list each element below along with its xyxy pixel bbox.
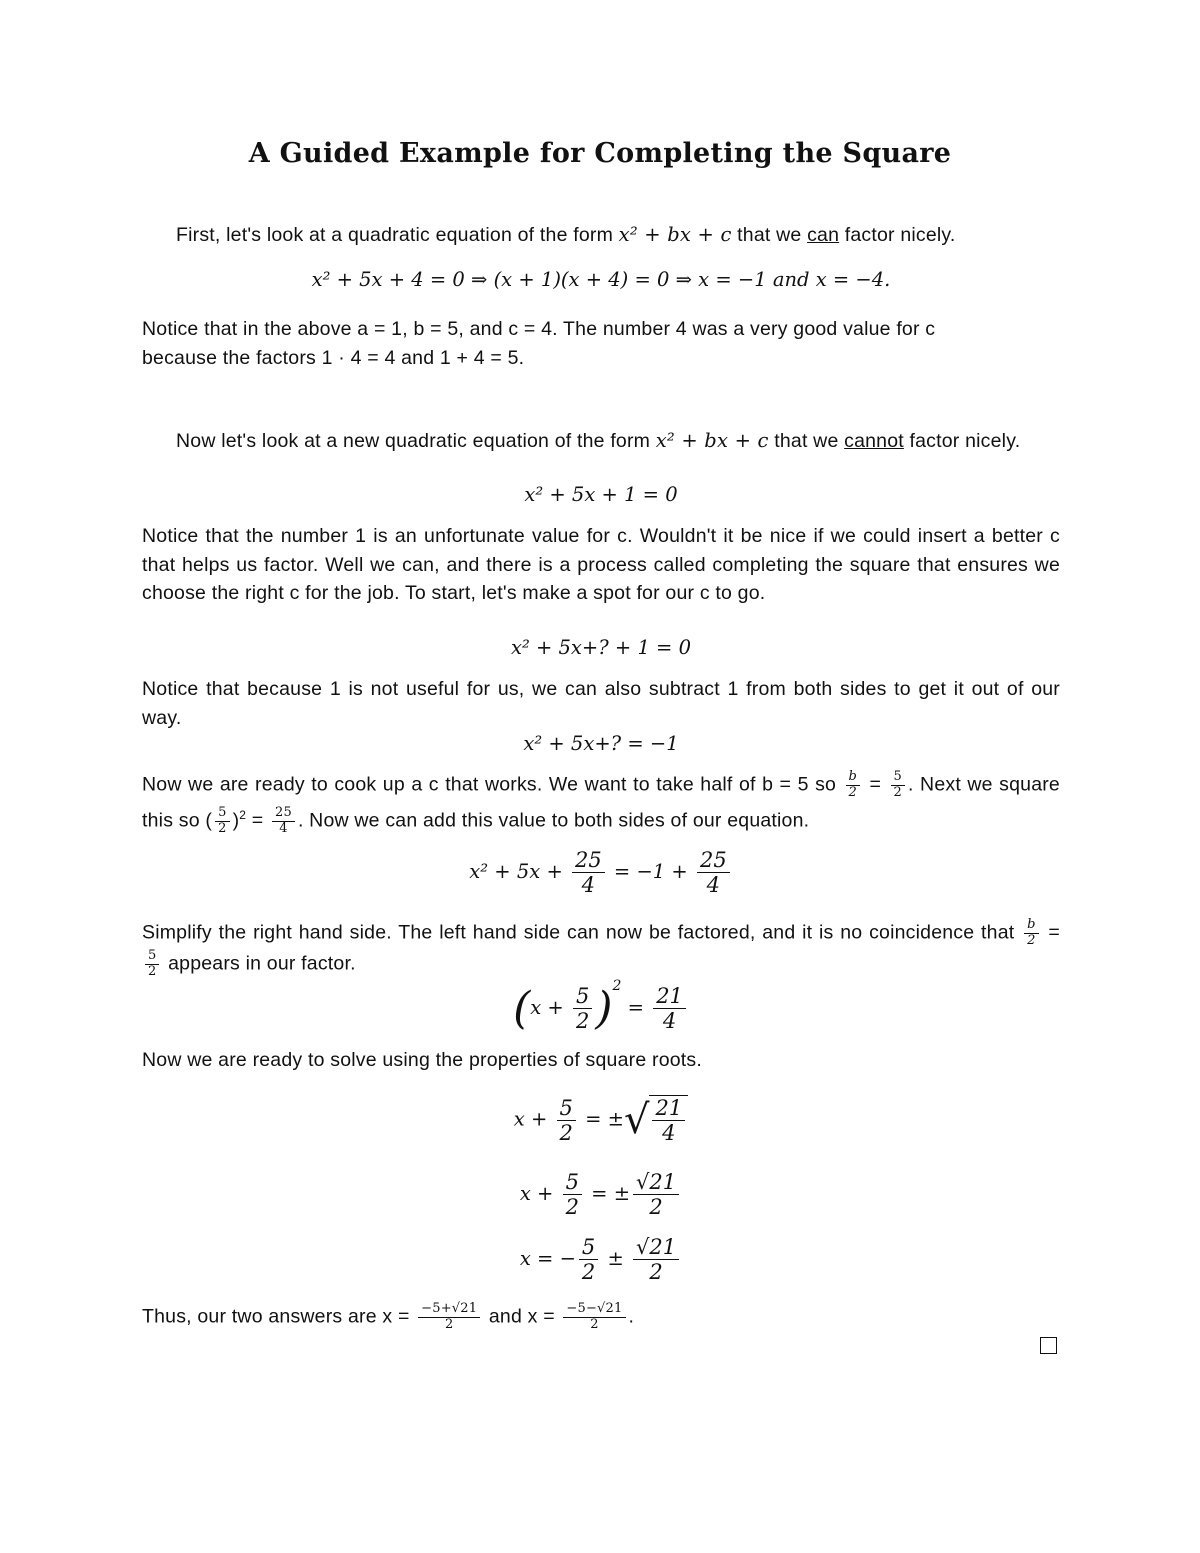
fraction-numerator: b	[846, 770, 861, 786]
equation-perfect-square	[142, 978, 1060, 1034]
equation-added-square	[142, 848, 1060, 897]
equals-sign: =	[621, 996, 651, 1019]
exponent: 2	[612, 978, 622, 994]
eq7-lhs: x +	[513, 1107, 554, 1131]
plus-minus: ±	[601, 1247, 631, 1271]
answers-text-3: .	[628, 1305, 635, 1328]
fraction-5-over-2-squared	[215, 806, 229, 837]
fraction-denominator: 2	[1027, 932, 1036, 948]
eq9-lhs: x = −	[519, 1247, 576, 1271]
fraction-denominator: 2	[649, 1260, 663, 1285]
left-paren: (	[513, 983, 531, 1034]
half-b-text-2: . Next we square this so	[142, 773, 1060, 832]
fraction-numerator: 21	[652, 1096, 685, 1121]
plus-minus: = ±	[584, 1182, 631, 1206]
fraction-25-over-4	[272, 806, 295, 837]
fraction-denominator: 2	[559, 1120, 573, 1145]
paragraph-square-roots: Now we are ready to solve using the properties of square roots.	[142, 1049, 702, 1071]
eq5-mid: = −1 +	[607, 860, 694, 884]
equation-placeholder: x² + 5x+? + 1 = 0	[510, 636, 692, 659]
fraction-numerator: 5	[145, 949, 159, 965]
radical	[624, 1095, 688, 1145]
intro-expression: x² + bx + c	[618, 223, 732, 246]
fraction-denominator: 2	[218, 820, 227, 836]
fraction-numerator: b	[1024, 918, 1039, 934]
fraction-25-over-4	[572, 848, 605, 897]
intro-underlined-word: can	[807, 224, 840, 246]
qed-square-icon	[1040, 1337, 1057, 1354]
fraction-denominator: 4	[706, 873, 720, 898]
fraction-denominator: 2	[848, 784, 858, 800]
right-paren: )	[595, 983, 613, 1034]
fraction-5-over-2	[579, 1235, 598, 1284]
fraction-denominator: 2	[581, 1260, 596, 1285]
eq8-lhs: x +	[519, 1182, 560, 1206]
answers-text-1: Thus, our two answers are x =	[142, 1305, 416, 1328]
fraction-sqrt21-over-2	[633, 1235, 679, 1284]
fraction-5-over-2	[573, 984, 592, 1033]
fraction-numerator: 5	[891, 770, 905, 786]
equation-solution	[142, 1235, 1060, 1284]
paragraph-notice-values	[142, 315, 1060, 372]
fraction-numerator: 21	[653, 984, 686, 1009]
paragraph-factor-left	[142, 918, 1060, 980]
fraction-numerator: −5+√21	[418, 1302, 480, 1318]
intro-text-2: that we	[731, 224, 808, 246]
fraction-denominator: 2	[893, 784, 902, 800]
fraction-b-over-2	[1024, 918, 1039, 949]
fraction-21-over-4	[653, 984, 686, 1033]
fraction-5-over-2	[557, 1096, 576, 1145]
fraction-numerator: 5	[563, 1170, 582, 1195]
fraction-21-over-4	[652, 1096, 685, 1145]
fraction-denominator: 2	[444, 1316, 454, 1332]
intro-text-3: factor nicely.	[839, 224, 956, 246]
equation-sqrt-step-2	[142, 1170, 1060, 1219]
fraction-25-over-4-rhs	[697, 848, 730, 897]
equation-sqrt-step-1	[142, 1095, 1060, 1145]
paragraph-completing-square: Notice that the number 1 is an unfortunate value for c. Wouldn't it be nice if we could insert a better c that helps us factor. Well we can, and there is a process called completing the square that ensures we choose the right c for the job. To start, let's make a spot for our c to go.	[142, 525, 1060, 604]
eq5-lhs: x² + 5x +	[469, 860, 569, 884]
eq6-inner: x +	[530, 996, 570, 1019]
fraction-numerator: 5	[579, 1235, 598, 1260]
fraction-denominator: 4	[279, 820, 288, 836]
fraction-numerator: 5	[573, 984, 592, 1009]
radical-sign: √	[623, 1097, 650, 1144]
new-eq-expression: x² + bx + c	[655, 429, 769, 452]
fraction-denominator: 2	[590, 1316, 599, 1332]
fraction-numerator: 25	[697, 848, 730, 873]
new-eq-underlined-word: cannot	[844, 430, 904, 452]
factor-text-2: appears in our factor.	[162, 952, 356, 975]
factor-text-1: Simplify the right hand side. The left hand side can now be factored, and it is no coincidence that	[142, 921, 1022, 944]
equals-sign: =	[246, 809, 269, 832]
answers-text-2: and x =	[483, 1305, 561, 1328]
fraction-numerator: 5	[215, 806, 229, 822]
fraction-5-over-2	[145, 949, 159, 980]
fraction-numerator: √21	[633, 1235, 679, 1260]
fraction-denominator: 4	[581, 873, 596, 898]
fraction-numerator: 25	[572, 848, 605, 873]
half-b-text-1: Now we are ready to cook up a c that works. We want to take half of b = 5 so	[142, 773, 843, 796]
paragraph-new-equation	[142, 427, 1060, 456]
exponent: 2	[239, 807, 247, 822]
fraction-5-over-2	[891, 770, 905, 801]
paragraph-half-of-b	[142, 770, 1060, 837]
new-eq-text-1: Now let's look at a new quadratic equation of the form	[176, 430, 656, 452]
page-title: A Guided Example for Completing the Square	[248, 138, 952, 169]
equals-sign: =	[863, 773, 888, 796]
plus-minus: = ±	[578, 1107, 624, 1131]
answer-fraction-1	[418, 1302, 480, 1333]
fraction-b-over-2	[846, 770, 861, 801]
fraction-denominator: 2	[649, 1195, 663, 1220]
new-eq-text-2: that we	[768, 430, 845, 452]
fraction-denominator: 4	[662, 1009, 677, 1033]
equation-unfactorable: x² + 5x + 1 = 0	[524, 483, 678, 506]
new-eq-text-3: factor nicely.	[903, 430, 1021, 452]
equals-sign: =	[1041, 921, 1060, 944]
fraction-5-over-2	[563, 1170, 582, 1219]
paragraph-subtract-one: Notice that because 1 is not useful for us, we can also subtract 1 from both sides to get it out of our way.	[142, 678, 1060, 729]
fraction-numerator: 25	[272, 806, 295, 822]
fraction-numerator: 5	[557, 1096, 576, 1121]
notice-line-2: because the factors 1 · 4 = 4 and 1 + 4 = 5.	[142, 346, 525, 369]
fraction-denominator: 2	[565, 1195, 579, 1220]
fraction-denominator: 2	[575, 1009, 590, 1033]
fraction-denominator: 4	[662, 1121, 676, 1146]
paragraph-answers	[142, 1302, 1060, 1333]
half-b-text-3: . Now we can add this value to both sides of our equation.	[297, 809, 810, 832]
intro-text-1: First, let's look at a quadratic equation of the form	[176, 224, 619, 246]
fraction-denominator: 2	[148, 963, 157, 979]
fraction-numerator: −5−√21	[563, 1302, 625, 1318]
fraction-numerator: √21	[633, 1170, 679, 1195]
fraction-sqrt21-over-2	[633, 1170, 679, 1219]
equation-moved-constant: x² + 5x+? = −1	[523, 732, 679, 755]
squared-fraction: ( $\frac{5}{2}$ )$^2$	[205, 804, 247, 836]
notice-line-1: Notice that in the above a = 1, b = 5, and c = 4. The number 4 was a very good value for c	[142, 318, 936, 340]
answer-fraction-2	[563, 1302, 625, 1333]
equation-factored: x² + 5x + 4 = 0 ⇒ (x + 1)(x + 4) = 0 ⇒ x = −1 and x = −4.	[311, 268, 891, 291]
paragraph-intro	[142, 221, 1060, 250]
